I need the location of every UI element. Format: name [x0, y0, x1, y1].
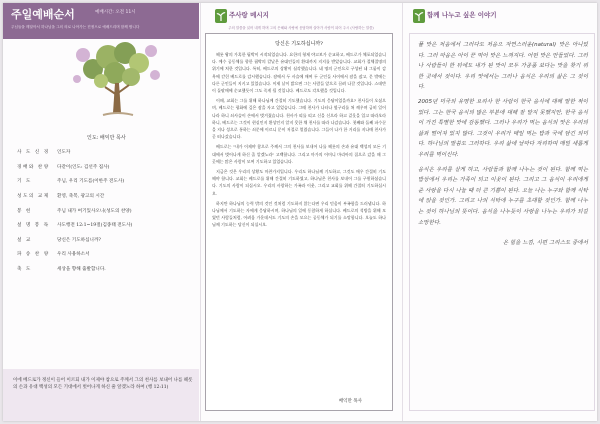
order-value: 주님, 우리 기도를(이한주 전도사) — [57, 179, 125, 185]
leader-name: 인도: 배익만 목사 — [87, 135, 126, 141]
order-row — [17, 189, 187, 204]
order-value: 당신은 기도하십니까? — [57, 237, 101, 243]
order-value: 다같이(인도: 김선주 집사) — [57, 164, 110, 170]
message-header: 주사랑 메시지 — [229, 11, 269, 19]
order-label: 설 명 봉 독 — [17, 223, 50, 229]
handwritten-story — [418, 40, 588, 253]
worship-tagline: 주님들을 깨달아서 하나님을 그의 의로 나아가는 진정으로 예배드리며 함께 합니다 — [11, 25, 140, 29]
sermon-author: 배익만 목사 — [338, 399, 362, 404]
sermon-paragraph: 하지만 하나님의 능력 밖의 것인 것처럼 기도하지 않는다면 우리 믿음이 부족함을 드러냅니다. 하나님께서 기도하는 자에게 응답하시며, 하나님의 일에 동참하게 하십니다. 베드로의 석방을 위해 모였던 사람들처럼, 어려움 가운데서도 기도의 손을 모으는 공동체가 되기를 소망합니다. 오늘도 하나님께 기도하는 당신이 되십시오. — [212, 200, 386, 228]
sermon-box — [205, 33, 393, 411]
order-label: 파 송 찬 양 — [17, 252, 50, 258]
story-box — [409, 33, 595, 411]
order-label: 기 도 — [17, 179, 32, 185]
order-row — [17, 247, 187, 262]
message-panel — [201, 3, 401, 421]
order-row — [17, 145, 187, 160]
sermon-paragraph: 헤롯 왕의 가혹한 핍박이 시작되었습니다. 요한의 형제 야고보가 순교하고, 베드로가 체포되었습니다. 예수 공동체를 향한 핍박의 칼날은 유대인들의 환대까지 지지를 받았습니다. 교회가 절체절명의 위기에 처한 것입니다. 특히, 베드로의 상황이 심각했습니다. 네 명의 군인으로 구성된 네 그룹이 감옥에 갇힌 베드로를 감시했습니다. 잠에서 두 사슬에 매여 두 군인들 사이에서 잠을 잤고, 문 밖에는 다른 군인들이 지키고 있었습니다. 이제 날이 밝으면 그는 사람들 앞으로 끌려 나갈 것입니다. 스데반이 돌팔매에 순교했듯이 그도 죽게 될 것입니다. 베드로도 각오했을 것입니다. — [212, 52, 386, 94]
sermon-paragraph: 이때, 교회는 그를 위해 하나님께 간절히 기도했습니다. 기도의 응답이었을까요? 천사들이 오셨으며, 베드로는 평화에 깊은 잠을 자고 있었습니다. 그때 천사가 나타나 옆구리를 쳐 깨우며 급히 일어나라 하니 쇠사슬이 손에서 벗겨졌습니다. 천사가 띠를 띠고 신을 신으라 하고 겉옷을 입고 따라오라 하니, 베드로는 그것이 현실인지 환상인지 알지 못한 채 천사를 따라 나갔습니다. 첫째와 둘째 파수꾼을 지나 성으로 통하는 쇠문에 이르니 문이 저절로 열렸습니다. 그들이 나가 한 거리를 지나매 천사가 곧 떠나갔습니다. — [212, 98, 386, 140]
worship-order-panel — [3, 3, 199, 421]
story-paragraph: 음식은 우리를 살게 하고, 사람들과 함께 나누는 것이 된다. 함께 먹는 밥상에서 우리는 가족이 되고 이웃이 된다. 그리고 그 음식이 우리에게 준 사랑을 다시 나눌 때 더 큰 기쁨이 된다. 오늘 나는 누구와 함께 식탁에 앉을 것인가. 그리고 나의 식탁에 누구를 초대할 것인가. 함께 나누는 것이 하나님의 뜻이다. 음식을 나누듯이 사랑을 나누는 우리가 되길 소망한다. — [418, 166, 588, 226]
order-row — [17, 218, 187, 233]
sermon-paragraph: 지금은 것은 우리의 상황도 마찬가지입니다. 우리도 하나님께 기도하고, 그것도 매우 간절히 기도해야 합니다. 교회는 베드로를 위해 간절히 기도하였고, 하나님은 천사를 보내어 그를 구원하셨습니다. 기도의 사람이 되십시오. 우리의 사랑하는 가족과 이웃, 그리고 교회를 위해 간절히 기도하십시오. — [212, 169, 386, 196]
order-value: 환영, 축복, 광고의 시간 — [57, 194, 105, 200]
order-value: 사도행전 12:1~19절(김종태 전도사) — [57, 223, 133, 229]
order-value: 우리 사용하소서 — [57, 252, 90, 258]
order-row — [17, 203, 187, 218]
order-label: 성도의 교제 — [17, 194, 50, 200]
order-row — [17, 262, 187, 277]
story-header: 함께 나누고 싶은 이야기 — [427, 11, 497, 19]
story-paragraph: 2005년 미국의 유명한 요리사 한 사람이 한국 음식에 대해 말한 적이 있다. 그는 한국 음식의 많은 부분에 대해 잘 알지 못했지만, 한국 음식이 가진 특별한 맛에 감동했다. 그러나 우리가 먹는 음식의 맛은 우리의 삶과 떨어져 있지 않다. 그것이 우리가 매일 먹는 밥과 국에 담긴 의미다. 하나님의 말씀도 그러하다. 우리 삶에 날마다 자리하며 매일 새롭게 우리를 먹이신다. — [418, 98, 588, 158]
sprout-icon — [215, 9, 227, 23]
sermon-paragraph: 베드로는 "내가 이제야 참으로 주께서 그의 천사를 보내어 나를 헤롯의 손과 유대 백성의 모든 기대에서 벗어나게 하신 줄 알겠노라" 고백합니다. 그리고 마가의 어머니 마리아의 집으로 갔을 때 그곳에는 많은 사람이 모여 기도하고 있었습니다. — [212, 144, 386, 164]
order-label: 봉 헌 — [17, 208, 32, 214]
worship-order-title: 주일예배순서 — [11, 8, 75, 21]
order-label: 설 교 — [17, 237, 32, 243]
order-row — [17, 233, 187, 248]
worship-order-header — [3, 3, 199, 39]
tree-illustration — [63, 35, 173, 125]
worship-time: 예배시간: 오전 11시 — [95, 10, 136, 15]
sermon-body — [212, 51, 386, 232]
verse-box — [3, 369, 199, 421]
order-label: 경배와 찬양 — [17, 164, 50, 170]
order-row — [17, 174, 187, 189]
story-panel — [403, 3, 597, 421]
message-subtitle: 주의 말씀을 읽어 내게 하며 그의 은혜와 사랑에 응답하며 살아가 사람이 되어 주시 (사랑하는 말씀) — [228, 26, 374, 30]
order-value: 인도자 — [57, 150, 71, 156]
order-label: 축 도 — [17, 267, 32, 273]
worship-order-list — [17, 145, 187, 276]
order-value: 세상을 향해 출발합니다. — [57, 267, 106, 273]
sprout-icon — [413, 9, 425, 23]
sermon-title: 당신은 기도하십니까? — [275, 41, 323, 47]
story-paragraph: 풀 맛은 처음에서 그러다도 처음으 자연스러운(natural) 맛은 아니었다. 그러 마음은 아이 꾼 먹어 맛은 느껴지다. 어떤 맛은 만들었다. 그러나 사람들이 한 뒤에도 내가 된 맛이 모두 가공품 보다는 맛을 찾기 위한 곳에서 것이다. 우리 맛에서는 그러나 음식은 우리의 삶은 그 것이다. — [418, 42, 588, 91]
verse-text: 이에 베드로가 정신이 들어 이르되 내가 이제야 참으로 주께서 그의 천사를 보내어 나를 헤롯의 손과 유대 백성의 모든 기대에서 벗어나게 하신 줄 알겠노라 하여 (행 12:11) — [13, 378, 193, 390]
story-signature: 온 힘을 느낌, 시편 그리스도 중에서 — [502, 240, 588, 247]
order-label: 사 도 신 경 — [17, 150, 50, 156]
order-row — [17, 160, 187, 175]
bulletin-sheet — [3, 3, 597, 421]
order-value: 주님 내가 여기있사오니(성도의 찬양) — [57, 208, 132, 214]
